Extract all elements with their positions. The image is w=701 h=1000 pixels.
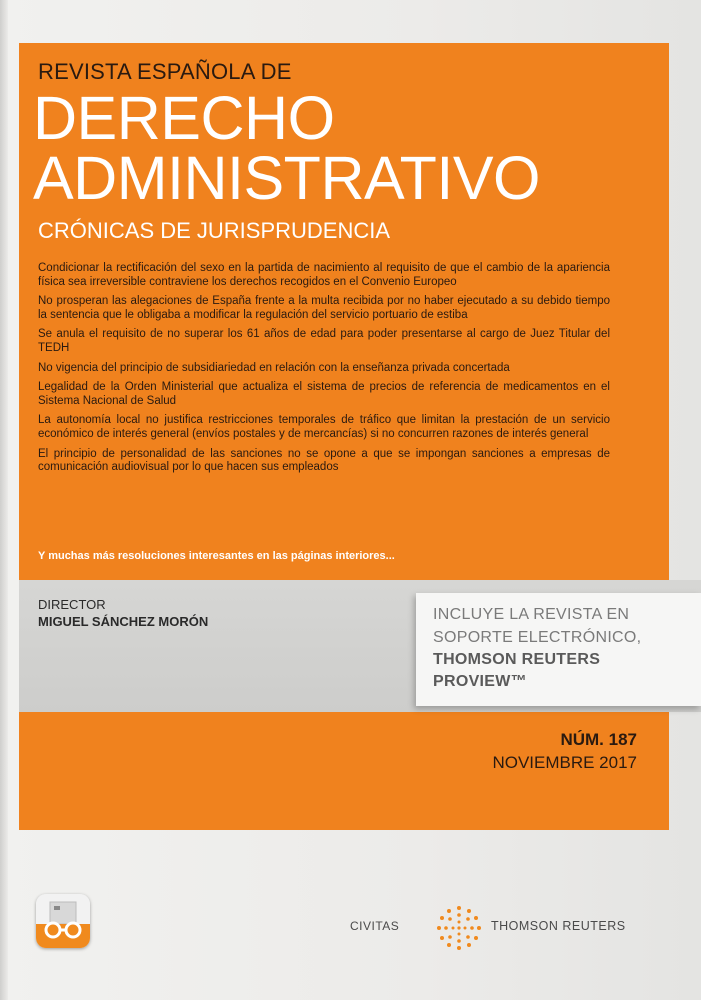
civitas-logo-text: CIVITAS: [350, 919, 400, 933]
headline-item: Legalidad de la Orden Ministerial que actualiza el sistema de precios de referencia de medicamentos en el Sistema Nacional de Salud: [38, 381, 610, 407]
journal-title-top: REVISTA ESPAÑOLA DE: [38, 59, 292, 84]
thomson-reuters-dots-logo: [436, 905, 482, 951]
proview-app-icon: [36, 894, 90, 948]
issue-number: NÚM. 187: [560, 730, 637, 749]
proview-line3: THOMSON REUTERS: [433, 651, 601, 668]
proview-line2: SOPORTE ELECTRÓNICO,: [433, 629, 642, 646]
journal-title-line1: DERECHO: [33, 84, 335, 152]
headline-list: [38, 262, 610, 481]
headline-item: Se anula el requisito de no superar los 61 años de edad para poder presentarse al cargo de Juez Titular del TEDH: [38, 328, 610, 354]
journal-title-line2: ADMINISTRATIVO: [33, 144, 541, 212]
proview-line4: PROVIEW™: [433, 673, 527, 690]
journal-title-main: [33, 84, 541, 212]
proview-line1: INCLUYE LA REVISTA EN: [433, 606, 630, 623]
director-name: MIGUEL SÁNCHEZ MORÓN: [38, 614, 209, 629]
journal-subtitle: CRÓNICAS DE JURISPRUDENCIA: [38, 218, 391, 243]
headline-item: No vigencia del principio de subsidiariedad en relación con la enseñanza privada concertada: [38, 361, 510, 374]
headline-item: El principio de personalidad de las sanciones no se opone a que se impongan sanciones a empresas de comunicación audiovisual por lo que hacen sus empleados: [38, 447, 610, 474]
thomson-reuters-logo-text: THOMSON REUTERS: [491, 919, 626, 933]
issue-date: NOVIEMBRE 2017: [492, 753, 637, 772]
headline-item: No prosperan las alegaciones de España frente a la multa recibida por no haber ejecutado a su debido tiempo la sentencia que le obligaba a modificar la regulación del servicio portuario de estiba: [38, 295, 610, 321]
headline-item: La autonomía local no justifica restricciones temporales de tráfico que limitan la prestación de un servicio económico de interés general (envíos postales y de mercancías) si no concurren razones de interés general: [38, 414, 610, 440]
director-label: DIRECTOR: [38, 597, 106, 612]
spine-edge: [0, 0, 8, 1000]
headline-item: Condicionar la rectificación del sexo en la partida de nacimiento al requisito de que el cambio de la apariencia física sea irreversible contraviene los derechos recogidos en el Convenio Europeo: [38, 262, 610, 288]
more-resolutions-text: Y muchas más resoluciones interesantes en las páginas interiores...: [38, 550, 395, 562]
